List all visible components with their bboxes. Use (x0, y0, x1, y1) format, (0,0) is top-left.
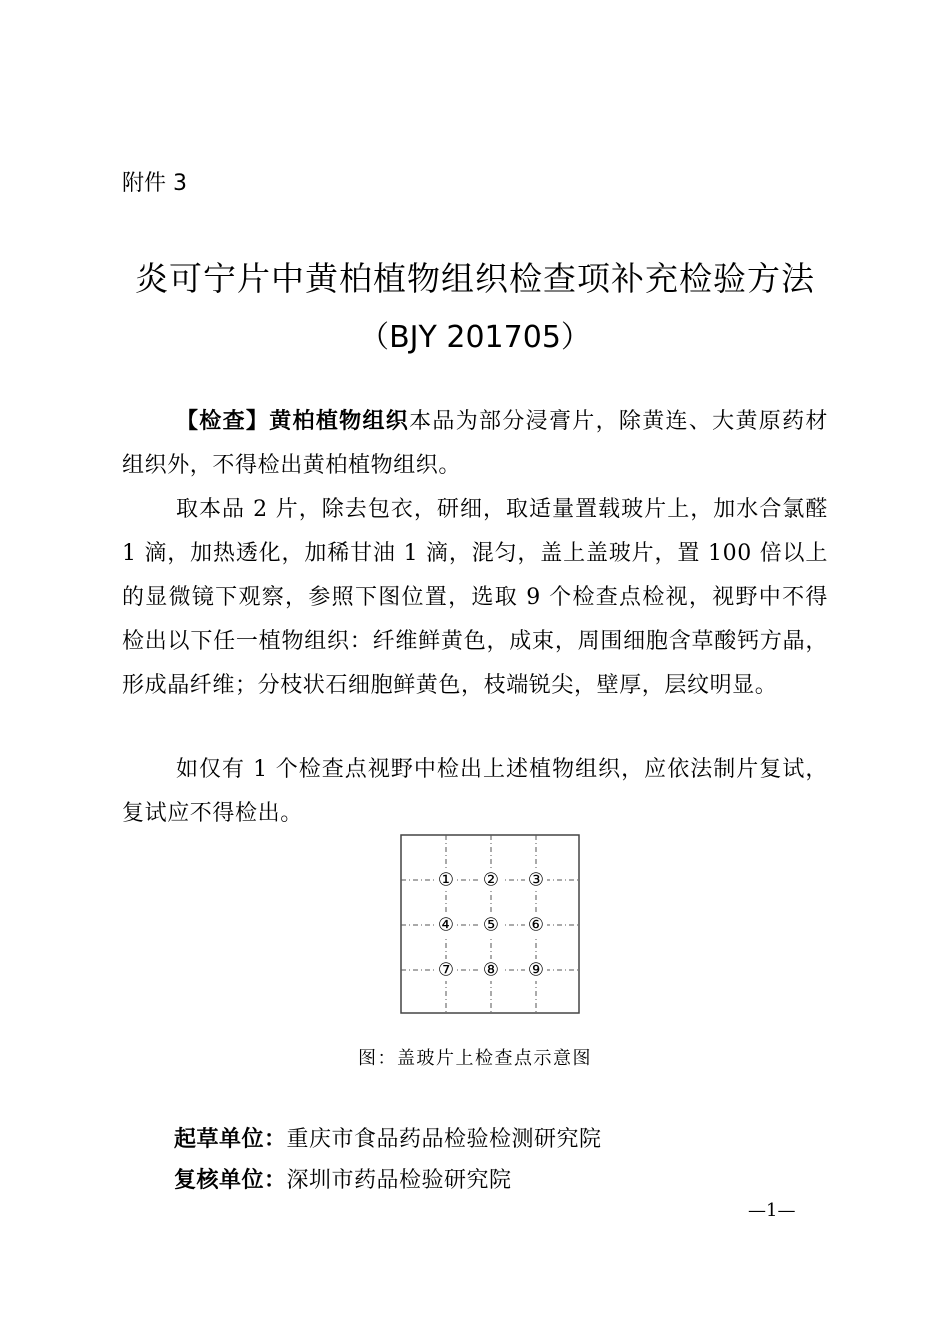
inspection-text: 本品为部分浸膏片，除黄连、大黄原药材组织外，不得检出黄柏植物组织。 (122, 409, 828, 478)
check-point-8: ⑧ (482, 959, 500, 981)
paragraph-method: 取本品 2 片，除去包衣，研细，取适量置载玻片上，加水合氯醛 1 滴，加热透化，加稀甘油 1 滴，混匀，盖上盖玻片，置 100 倍以上的显微镜下观察，参照下图位置，选取 9 个检查点检视，视野中不得检出以下任一植物组织：纤维鲜黄色，成束，周围细胞含草酸钙方晶，形成晶纤维；分枝状石细胞鲜黄色，枝端锐尖，壁厚，层纹明显。 (122, 497, 828, 698)
paragraph-inspection (122, 400, 828, 488)
coverslip-diagram (400, 834, 580, 1014)
review-unit (174, 1166, 512, 1196)
drafting-unit-label: 起草单位： (174, 1127, 287, 1152)
attachment-label: 附件 3 (122, 171, 187, 196)
check-point-3: ③ (527, 869, 545, 891)
check-point-1: ① (437, 869, 455, 891)
check-point-5: ⑤ (482, 914, 500, 936)
title-line-2: （BJY 201705） (359, 320, 591, 355)
drafting-unit (174, 1125, 602, 1155)
check-point-6: ⑥ (527, 914, 545, 936)
review-unit-label: 复核单位： (174, 1168, 287, 1193)
check-point-2: ② (482, 869, 500, 891)
drafting-unit-value: 重庆市食品药品检验检测研究院 (286, 1127, 602, 1152)
check-point-4: ④ (437, 914, 455, 936)
inspection-label: 【检查】 (176, 409, 270, 434)
inspection-subject: 黄柏植物组织 (269, 409, 410, 434)
title-line-1: 炎可宁片中黄柏植物组织检查项补充检验方法 (135, 259, 815, 298)
page-number: —1— (748, 1200, 796, 1221)
check-point-9: ⑨ (527, 959, 545, 981)
paragraph-retest: 如仅有 1 个检查点视野中检出上述植物组织，应依法制片复试，复试应不得检出。 (122, 757, 828, 826)
document-title (100, 254, 850, 364)
figure-caption: 图：盖玻片上检查点示意图 (358, 1048, 592, 1069)
check-point-7: ⑦ (437, 959, 455, 981)
review-unit-value: 深圳市药品检验研究院 (286, 1168, 512, 1193)
